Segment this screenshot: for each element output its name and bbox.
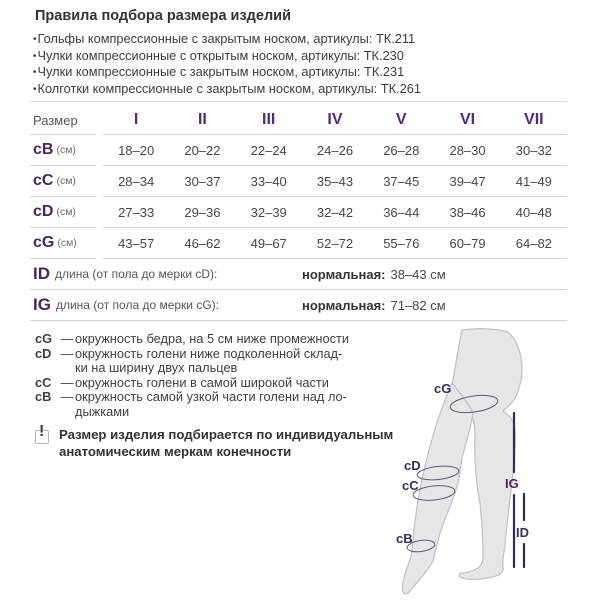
table-cell: 26–28 bbox=[383, 142, 420, 158]
table-cell: 18–20 bbox=[118, 142, 155, 158]
table-cell: 64–82 bbox=[515, 235, 552, 251]
norm-value: 71–82 см bbox=[390, 297, 446, 313]
table-row-cc bbox=[30, 166, 567, 197]
unit-label: (см) bbox=[56, 175, 76, 187]
table-cell: 28–34 bbox=[118, 173, 155, 189]
table-header-row bbox=[30, 106, 567, 135]
table-cell: 24–26 bbox=[316, 142, 354, 158]
column-header: III bbox=[262, 111, 276, 128]
exclamation-icon: ! bbox=[35, 430, 49, 444]
length-description: длина (от пола до мерки cG): bbox=[55, 298, 220, 312]
table-row-ig-length bbox=[30, 290, 567, 321]
norm-label: нормальная: bbox=[302, 266, 386, 282]
bullet-icon: • bbox=[33, 67, 37, 78]
leg-silhouette bbox=[403, 329, 522, 594]
measure-label: cG bbox=[33, 234, 55, 251]
table-row-id-length bbox=[30, 259, 567, 290]
table-cell: 40–48 bbox=[515, 204, 552, 220]
column-header: VII bbox=[524, 111, 544, 128]
table-cell: 43–57 bbox=[118, 235, 155, 251]
unit-label: (см) bbox=[56, 206, 76, 218]
definition-cc: cC — окружность голени в самой широкой части bbox=[35, 374, 329, 390]
bullet-icon: • bbox=[33, 34, 37, 45]
table-row-cd bbox=[30, 197, 567, 228]
measure-label: ID bbox=[33, 264, 50, 283]
table-cell: 20–22 bbox=[184, 142, 221, 158]
column-header: VI bbox=[459, 111, 476, 128]
table-row-cg bbox=[30, 228, 567, 259]
size-header-cell: Размер bbox=[30, 106, 96, 135]
product-item: •Чулки компрессионные с открытым носком, артикулы: ТК.230 bbox=[33, 47, 404, 63]
table-cell: 37–45 bbox=[383, 173, 420, 189]
product-item: •Гольфы компрессионные с закрытым носком, артикулы: ТК.211 bbox=[33, 31, 416, 46]
table-cell: 36–44 bbox=[383, 204, 420, 220]
table-cell: 46–62 bbox=[184, 235, 221, 251]
measure-label: cD bbox=[33, 203, 54, 220]
column-header: I bbox=[133, 111, 139, 128]
column-header: V bbox=[395, 111, 407, 128]
table-cell: 55–76 bbox=[383, 235, 420, 251]
column-header: II bbox=[197, 111, 207, 128]
table-cell: 30–37 bbox=[184, 173, 221, 189]
norm-value: 38–43 см bbox=[390, 266, 446, 282]
table-cell: 33–40 bbox=[250, 173, 287, 189]
table-cell: 60–79 bbox=[449, 235, 486, 251]
column-header: IV bbox=[327, 111, 343, 128]
cd-label: cD bbox=[404, 458, 421, 473]
table-cell: 35–43 bbox=[316, 173, 354, 189]
ig-label: IG bbox=[505, 476, 519, 491]
measurement-definitions bbox=[35, 332, 403, 420]
table-cell: 38–46 bbox=[449, 204, 486, 220]
product-item: •Чулки компрессионные с закрытым носком, артикулы: ТК.231 bbox=[33, 64, 405, 79]
measure-label: cC bbox=[33, 172, 54, 189]
table-cell: 27–33 bbox=[118, 204, 155, 220]
id-label: ID bbox=[516, 525, 529, 540]
product-item: •Колготки компрессионные с закрытым носком, артикулы: ТК.261 bbox=[33, 80, 421, 96]
measure-label: cB bbox=[33, 141, 54, 158]
cc-label: cC bbox=[402, 478, 419, 493]
definition-cg: cG — окружность бедра, на 5 см ниже промежности bbox=[35, 331, 349, 346]
product-list bbox=[33, 31, 421, 97]
table-cell: 29–36 bbox=[184, 204, 221, 220]
table-cell: 30–32 bbox=[515, 142, 552, 158]
unit-label: (см) bbox=[56, 144, 76, 156]
cg-label: cG bbox=[434, 381, 452, 396]
size-table bbox=[30, 106, 567, 321]
table-row-cb bbox=[30, 135, 567, 166]
length-description: длина (от пола до мерки cD): bbox=[55, 267, 218, 281]
unit-label: (см) bbox=[57, 237, 77, 249]
page-title: Правила подбора размера изделий bbox=[35, 8, 291, 24]
bullet-icon: • bbox=[33, 50, 37, 62]
table-cell: 49–67 bbox=[250, 235, 287, 251]
cb-label: cB bbox=[396, 531, 413, 546]
table-cell: 28–30 bbox=[449, 142, 486, 158]
measure-label: IG bbox=[33, 295, 51, 314]
leg-measurement-diagram bbox=[388, 323, 600, 600]
table-cell: 32–39 bbox=[250, 204, 287, 220]
section-divider bbox=[30, 101, 567, 102]
table-cell: 39–47 bbox=[449, 173, 486, 189]
table-cell: 32–42 bbox=[316, 204, 354, 220]
sizing-note: ! Размер изделия подбирается по индивидуальным анатомическим меркам конечности bbox=[35, 427, 393, 460]
table-cell: 52–72 bbox=[316, 235, 354, 251]
definition-cd: cD — окружность голени ниже подколенной склад- ки на ширину двух пальцев bbox=[35, 345, 343, 376]
table-cell: 41–49 bbox=[515, 173, 552, 189]
definition-cb: cB — окружность самой узкой части голени над ло- дыжками bbox=[35, 389, 347, 419]
norm-label: нормальная: bbox=[302, 297, 386, 313]
bullet-icon: • bbox=[33, 83, 37, 95]
table-cell: 22–24 bbox=[250, 142, 287, 158]
